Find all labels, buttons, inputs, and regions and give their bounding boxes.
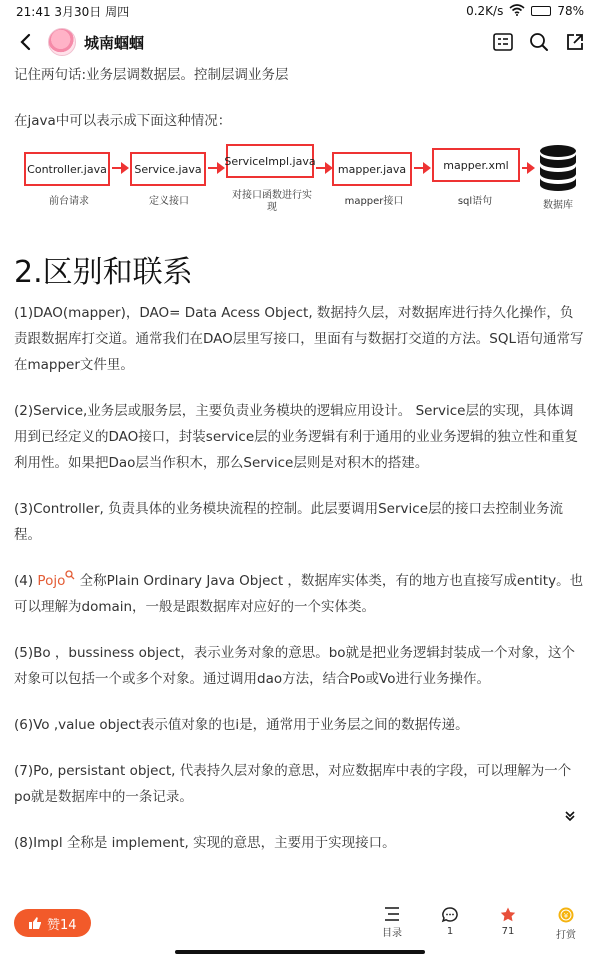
flow-caption: 数据库 xyxy=(543,200,573,211)
flow-caption: mapper接口 xyxy=(344,196,404,207)
bottom-bar xyxy=(0,900,600,946)
toc-label: 目录 xyxy=(382,927,402,939)
status-right xyxy=(466,4,584,19)
author-avatar[interactable] xyxy=(48,28,76,56)
app-header xyxy=(0,22,600,62)
status-time: 21:41 3月30日 周四 xyxy=(16,4,130,19)
wifi-icon xyxy=(509,4,525,19)
paragraph-dao: (1)DAO(mapper)，DAO= Data Acess Object, 数据持久层，对数据库进行持久化操作，负责跟数据库打交道。通常我们在DAO层里写接口，里面有与数据打交道的方法。SQL语句通常写在mapper文件里。 xyxy=(14,305,584,373)
paragraph-bo: (5)Bo ，bussiness object，表示业务对象的意思。bo就是把业务逻辑封装成一个对象，这个对象可以包括一个或多个对象。通过调用dao方法，结合Po或Vo进行业务操作。 xyxy=(14,645,576,687)
reward-label: 打赏 xyxy=(556,929,576,941)
svg-text:¥: ¥ xyxy=(563,911,569,920)
flow-node-mapper-xml: mapper.xml xyxy=(432,148,520,182)
paragraph-controller: (3)Controller, 负责具体的业务模块流程的控制。此层要调用Service层的接口去控制业务流程。 xyxy=(14,501,564,543)
pojo-link[interactable]: Pojo xyxy=(37,573,66,589)
author-name[interactable]: 城南蝈蝈 xyxy=(84,33,145,52)
note-list-icon[interactable] xyxy=(492,31,514,53)
flow-node-mapper-java: mapper.java xyxy=(332,152,412,186)
layer-flow-diagram xyxy=(14,144,586,230)
favorite-count: 71 xyxy=(501,925,515,937)
flow-node-serviceimpl: ServiceImpl.java xyxy=(226,144,314,178)
section-heading: 2.区别和联系 xyxy=(14,255,193,290)
search-icon[interactable] xyxy=(528,31,550,53)
flow-caption: sql语句 xyxy=(457,196,493,207)
network-speed: 0.2K/s xyxy=(466,4,504,18)
flow-arrow xyxy=(414,167,428,169)
paragraph-service: (2)Service,业务层或服务层，主要负责业务模块的逻辑应用设计。 Service层的实现，具体调用到已经定义的DAO接口，封装service层的业务逻辑有利于通用的业业务逻辑的独立性和重复利用性。如果把Dao层当作积木，那么Service层则是对积木的搭建。 xyxy=(14,403,579,471)
toc-icon xyxy=(383,906,401,922)
flow-arrow xyxy=(112,167,126,169)
comment-count: 1 xyxy=(446,925,454,937)
flow-node-service: Service.java xyxy=(130,152,206,186)
status-bar xyxy=(0,0,600,22)
flow-node-controller: Controller.java xyxy=(24,152,110,186)
reward-button[interactable] xyxy=(546,906,586,941)
toc-button[interactable] xyxy=(372,906,412,939)
favorite-button[interactable] xyxy=(488,906,528,937)
star-icon xyxy=(499,906,517,924)
flow-arrow xyxy=(522,167,532,169)
flow-arrow xyxy=(208,167,222,169)
coin-icon xyxy=(557,906,575,924)
battery-icon xyxy=(531,6,551,16)
flow-arrow xyxy=(316,167,330,169)
flow-caption: 前台请求 xyxy=(49,196,89,207)
home-indicator[interactable] xyxy=(175,950,425,954)
expand-down-icon[interactable] xyxy=(558,806,582,826)
battery-percent: 78% xyxy=(557,4,584,18)
bottom-tools xyxy=(372,906,586,941)
flow-caption: 对接口函数进行实 现 xyxy=(232,190,312,213)
flow-caption: 定义接口 xyxy=(149,196,189,207)
database-icon xyxy=(538,144,578,192)
comment-icon xyxy=(441,906,459,924)
share-icon[interactable] xyxy=(564,31,586,53)
paragraph-impl: (8)Impl 全称是 implement, 实现的意思，主要用于实现接口。 xyxy=(14,835,396,851)
paragraph-pojo: (4) Pojo 全称Plain Ordinary Java Object ，数据库实体类，有的地方也直接写成entity。也可以理解为domain，一般是跟数据库对应好的一个实体类。 xyxy=(14,568,586,620)
like-button[interactable] xyxy=(14,909,91,937)
header-actions xyxy=(492,31,586,53)
paragraph-vo: (6)Vo ,value object表示值对象的也i是，通常用于业务层之间的数据传递。 xyxy=(14,717,469,733)
like-label: 赞14 xyxy=(47,917,77,933)
java-line-text: 在java中可以表示成下面这种情况： xyxy=(14,113,232,129)
paragraph-po: (7)Po, persistant object, 代表持久层对象的意思，对应数据库中表的字段，可以理解为一个po就是数据库中的一条记录。 xyxy=(14,763,572,805)
comment-button[interactable] xyxy=(430,906,470,937)
back-icon[interactable] xyxy=(14,31,36,53)
intro-text: 记住两句话:业务层调数据层。控制层调业务层 xyxy=(14,67,289,83)
search-icon[interactable] xyxy=(65,570,75,580)
article-content xyxy=(14,62,586,900)
thumbs-up-icon xyxy=(28,916,42,930)
